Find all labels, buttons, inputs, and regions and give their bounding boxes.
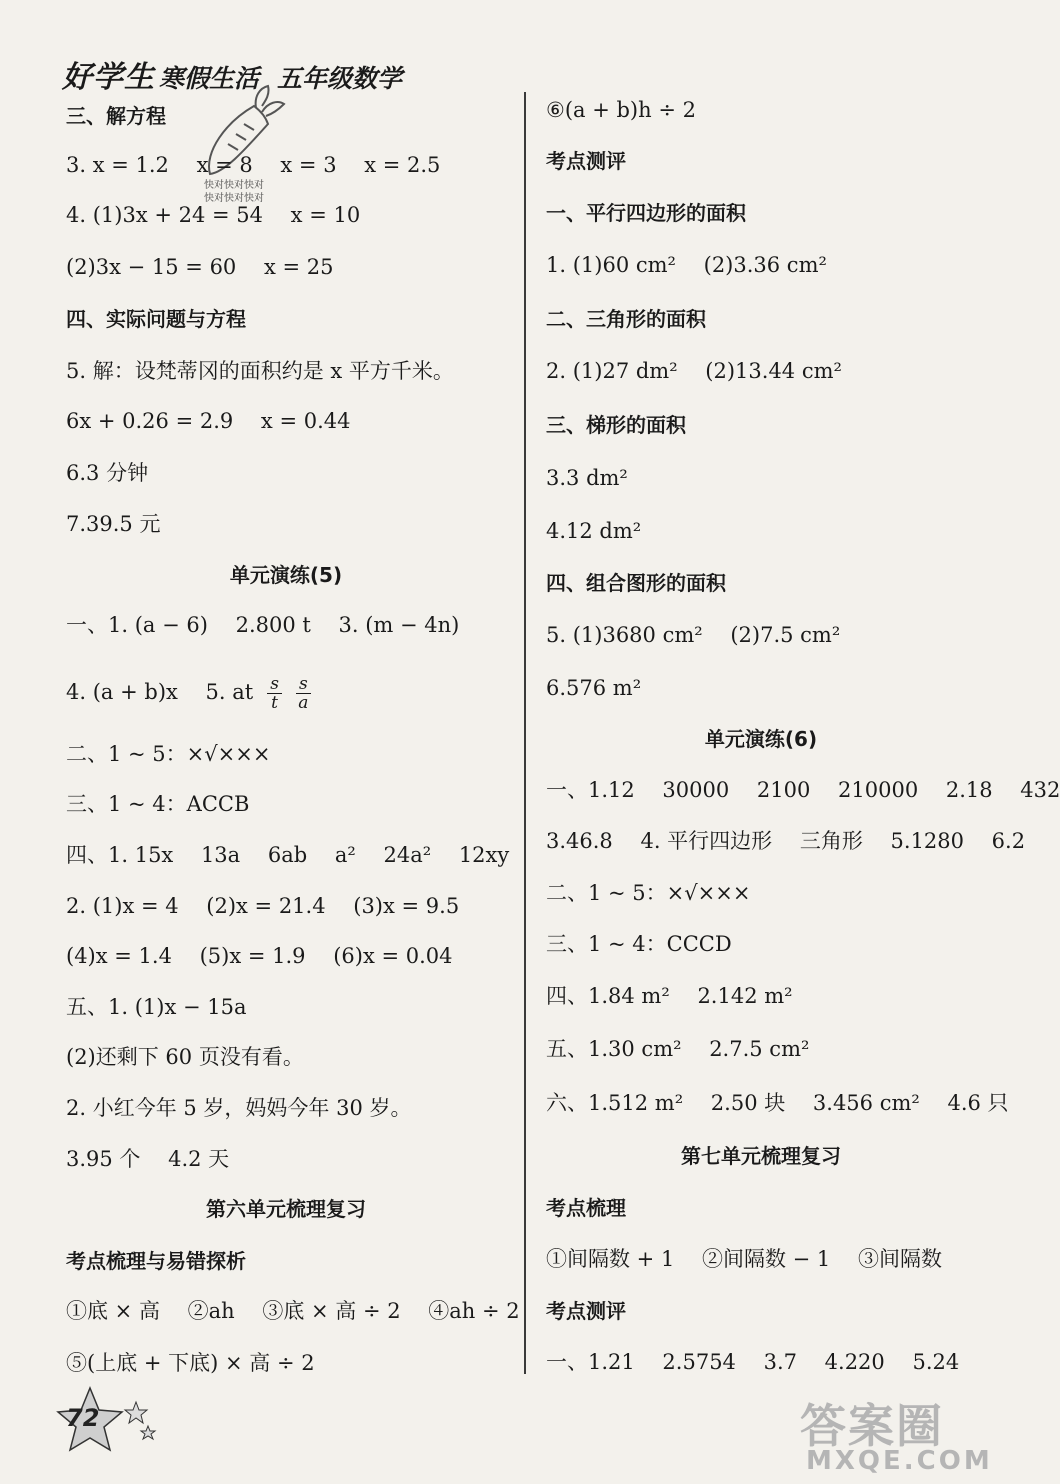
answer-line: 三、1 ~ 4：CCCD <box>546 932 732 956</box>
answer-line: 3.95 个 4.2 天 <box>66 1147 230 1171</box>
answer-line: 四、1. 15x 13a 6ab a² 24a² 12xy <box>66 843 510 867</box>
section-heading: 考点测评 <box>546 1299 626 1323</box>
answer-line: 6.3 分钟 <box>66 461 149 485</box>
section-heading: 三、解方程 <box>66 104 166 128</box>
answer-line: 一、1.12 30000 2100 210000 2.18 432 <box>546 778 1060 802</box>
section-heading: 第六单元梳理复习 <box>206 1197 366 1221</box>
answer-line: 4. (1)3x + 24 = 54 x = 10 <box>66 203 361 227</box>
section-heading: 单元演练(6) <box>704 727 818 751</box>
answer-line: 2. 小红今年 5 岁，妈妈今年 30 岁。 <box>66 1096 412 1120</box>
section-heading: 考点测评 <box>546 149 626 173</box>
section-heading: 三、梯形的面积 <box>546 413 686 437</box>
answer-line: 六、1.512 m² 2.50 块 3.456 cm² 4.6 只 <box>546 1091 1009 1115</box>
section-heading: 一、平行四边形的面积 <box>546 201 746 225</box>
brand-subtitle: 寒假生活 <box>159 64 260 93</box>
section-heading: 四、实际问题与方程 <box>66 307 246 331</box>
answer-line: 4. (a + b)x 5. at $\frac{s}{t}$ $\frac{s}{a}$ <box>66 675 311 712</box>
answer-line: 三、1 ~ 4：ACCB <box>66 792 250 816</box>
answer-line: (2)还剩下 60 页没有看。 <box>66 1045 304 1069</box>
answer-line: 2. (1)27 dm² (2)13.44 cm² <box>546 359 842 383</box>
answer-line: 5. (1)3680 cm² (2)7.5 cm² <box>546 623 841 647</box>
answer-line: 四、1.84 m² 2.142 m² <box>546 984 793 1008</box>
answer-line: ⑥(a + b)h ÷ 2 <box>546 98 696 122</box>
answer-line: (4)x = 1.4 (5)x = 1.9 (6)x = 0.04 <box>66 944 453 968</box>
fraction: $\frac{s}{a}$ <box>296 675 311 712</box>
answer-line: 五、1. (1)x − 15a <box>66 995 247 1019</box>
answer-line: ①底 × 高 ②ah ③底 × 高 ÷ 2 ④ah ÷ 2 <box>66 1299 520 1323</box>
section-heading: 考点梳理 <box>546 1196 626 1220</box>
answer-line: 五、1.30 cm² 2.7.5 cm² <box>546 1037 810 1061</box>
site-watermark-url: MXQE.COM <box>806 1446 993 1476</box>
fraction: $\frac{s}{t}$ <box>267 675 282 712</box>
answer-line: 1. (1)60 cm² (2)3.36 cm² <box>546 253 827 277</box>
answer-line: 二、1 ~ 5：×√××× <box>546 881 751 905</box>
brand-title: 好学生 <box>62 60 155 95</box>
section-heading: 单元演练(5) <box>229 563 343 587</box>
answer-line: 5. 解：设梵蒂冈的面积约是 x 平方千米。 <box>66 359 454 383</box>
answer-line: 6.576 m² <box>546 676 642 700</box>
site-watermark: 答案圈 <box>800 1399 944 1453</box>
answer-line: 二、1 ~ 5：×√××× <box>66 742 271 766</box>
page-number: 72 <box>66 1404 100 1432</box>
answer-line: 2. (1)x = 4 (2)x = 21.4 (3)x = 9.5 <box>66 894 460 918</box>
watermark-stamp: 快对快对快对 快对快对快对 <box>204 180 264 204</box>
answer-line: 6x + 0.26 = 2.9 x = 0.44 <box>66 409 351 433</box>
section-heading: 第七单元梳理复习 <box>681 1144 841 1168</box>
answer-line: ⑤(上底 + 下底) × 高 ÷ 2 <box>66 1351 315 1375</box>
answer-line: 7.39.5 元 <box>66 512 161 536</box>
answer-line: ①间隔数 + 1 ②间隔数 − 1 ③间隔数 <box>546 1247 942 1271</box>
section-heading: 二、三角形的面积 <box>546 307 706 331</box>
answer-line: 一、1. (a − 6) 2.800 t 3. (m − 4n) <box>66 613 460 637</box>
grade-subject: 五年级数学 <box>277 64 403 93</box>
column-divider <box>524 92 526 1374</box>
answer-line: (2)3x − 15 = 60 x = 25 <box>66 255 334 279</box>
answer-line: 3.46.8 4. 平行四边形 三角形 5.1280 6.2 <box>546 829 1026 853</box>
section-heading: 考点梳理与易错探析 <box>66 1249 246 1273</box>
answer-line: 3. x = 1.2 x = 8 x = 3 x = 2.5 <box>66 153 441 177</box>
answer-line: 4.12 dm² <box>546 519 642 543</box>
section-heading: 四、组合图形的面积 <box>546 571 726 595</box>
answer-line: 一、1.21 2.5754 3.7 4.220 5.24 <box>546 1350 960 1374</box>
answer-line: 3.3 dm² <box>546 466 628 490</box>
